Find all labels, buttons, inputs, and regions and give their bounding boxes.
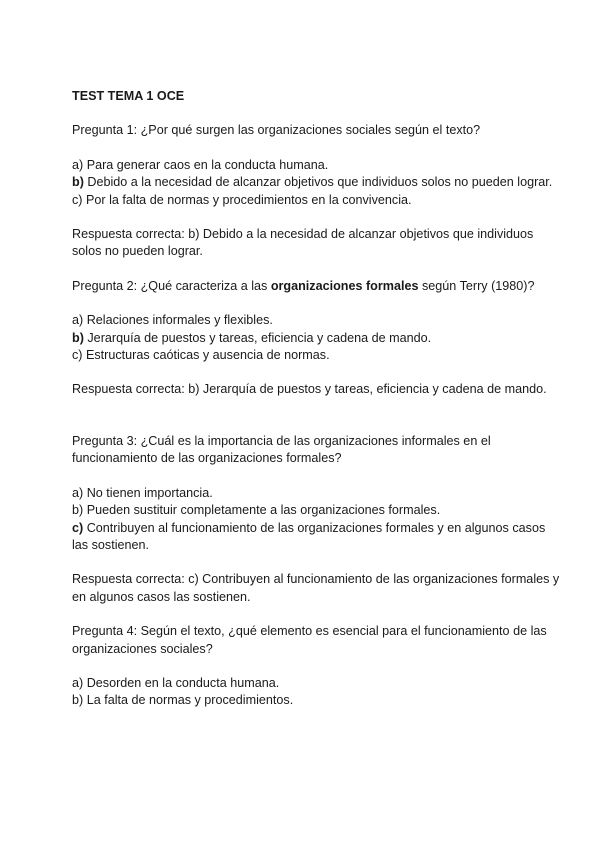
q1-option-b-text: Debido a la necesidad de alcanzar objetivos que individuos solos no pueden lograr. <box>83 175 553 190</box>
q3-option-c-text: Contribuyen al funcionamiento de las organizaciones formales y en algunos casos las sostienen. <box>72 520 546 552</box>
q4-option-b: b) La falta de normas y procedimientos. <box>72 693 294 708</box>
q2-option-b-text: Jerarquía de puestos y tareas, eficiencia y cadena de mando. <box>83 330 432 345</box>
question-3-options <box>72 485 560 555</box>
q2-answer: Respuesta correcta: b) Jerarquía de puestos y tareas, eficiencia y cadena de mando. <box>72 382 547 397</box>
q2-option-b-letter: b) <box>72 330 84 345</box>
question-3: Pregunta 3: ¿Cuál es la importancia de las organizaciones informales en el funcionamiento de las organizaciones formales? <box>72 433 491 466</box>
q3-answer: Respuesta correcta: c) Contribuyen al funcionamiento de las organizaciones formales y en algunos casos las sostienen. <box>72 572 560 604</box>
q4-option-a: a) Desorden en la conducta humana. <box>72 675 280 690</box>
q2-question-post: según Terry (1980)? <box>418 278 535 293</box>
q3-option-b: b) Pueden sustituir completamente a las organizaciones formales. <box>72 503 441 518</box>
q2-question-pre: Pregunta 2: ¿Qué caracteriza a las <box>72 278 271 293</box>
q1-option-b <box>72 174 560 191</box>
q1-answer: Respuesta correcta: b) Debido a la necesidad de alcanzar objetivos que individuos solos no pueden lograr. <box>72 227 534 259</box>
question-2-options <box>72 312 560 364</box>
q1-option-c: c) Por la falta de normas y procedimientos en la convivencia. <box>72 192 412 207</box>
q3-option-c-letter: c) <box>72 520 84 535</box>
q1-option-a: a) Para generar caos en la conducta humana. <box>72 157 329 172</box>
q3-option-a: a) No tienen importancia. <box>72 485 213 500</box>
q2-question-bold: organizaciones formales <box>270 278 419 293</box>
spacer <box>72 416 560 433</box>
document-title: TEST TEMA 1 OCE <box>72 89 185 103</box>
question-1-options <box>72 157 560 209</box>
question-1: Pregunta 1: ¿Por qué surgen las organizaciones sociales según el texto? <box>72 123 481 138</box>
q2-option-c: c) Estructuras caóticas y ausencia de normas. <box>72 348 330 363</box>
question-4: Pregunta 4: Según el texto, ¿qué elemento es esencial para el funcionamiento de las organizaciones sociales? <box>72 624 547 656</box>
q2-option-b <box>72 330 560 347</box>
question-2 <box>72 278 560 295</box>
question-4-options <box>72 675 560 710</box>
q2-option-a: a) Relaciones informales y flexibles. <box>72 313 273 328</box>
q1-option-b-letter: b) <box>72 175 84 190</box>
q3-option-c <box>72 520 560 555</box>
